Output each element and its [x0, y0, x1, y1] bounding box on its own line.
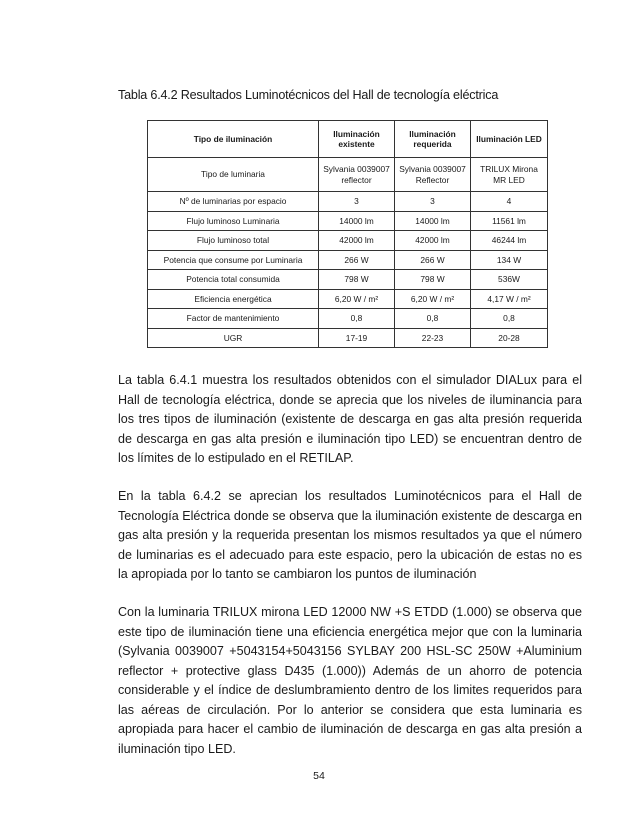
- table-row: [148, 309, 548, 329]
- table-cell: 6,20 W / m²: [319, 289, 395, 309]
- table-cell: 22-23: [395, 328, 471, 348]
- table-cell: TRILUX Mirona MR LED: [471, 158, 548, 192]
- table-cell: 0,8: [319, 309, 395, 329]
- table-cell: 4: [471, 192, 548, 212]
- table-cell: Sylvania 0039007 Reflector: [395, 158, 471, 192]
- table-cell: 3: [395, 192, 471, 212]
- table-row: [148, 192, 548, 212]
- paragraph: Con la luminaria TRILUX mirona LED 12000 NW +S ETDD (1.000) se observa que este tipo de iluminación tiene una eficiencia energética mejor que con la luminaria (Sylvania 0039007 +5043154+5043156 SYLBAY 200 HSL-SC 250W +Aluminium reflector + protective glass D435 (1.000)) Además de un ahorro de potencia considerable y el índice de deslumbramiento dentro de los limites requeridos para las aéreas de circulación. Por lo anterior se considera que esta luminaria es apropiada para hacer el cambio de iluminación de descarga en gas alta presión a iluminación tipo LED.: [118, 605, 582, 756]
- row-label: Potencia que consume por Luminaria: [148, 250, 319, 270]
- table-cell: 46244 lm: [471, 231, 548, 251]
- table-cell: 20-28: [471, 328, 548, 348]
- table-header-row: [148, 121, 548, 158]
- row-label: Flujo luminoso Luminaria: [148, 211, 319, 231]
- row-label: Tipo de luminaria: [148, 158, 319, 192]
- table-cell: 42000 lm: [395, 231, 471, 251]
- table-cell: 798 W: [319, 270, 395, 290]
- row-label: Factor de mantenimiento: [148, 309, 319, 329]
- table-cell: 266 W: [319, 250, 395, 270]
- page-number: 54: [313, 770, 325, 782]
- results-table: [147, 120, 548, 348]
- table-row: [148, 250, 548, 270]
- table-cell: 42000 lm: [319, 231, 395, 251]
- table-row: [148, 289, 548, 309]
- table-cell: Sylvania 0039007 reflector: [319, 158, 395, 192]
- header-cell: Iluminación LED: [471, 121, 548, 158]
- header-cell: Iluminación existente: [319, 121, 395, 158]
- header-cell: Iluminación requerida: [395, 121, 471, 158]
- table-cell: 11561 lm: [471, 211, 548, 231]
- row-label: Nº de luminarias por espacio: [148, 192, 319, 212]
- table-cell: 0,8: [471, 309, 548, 329]
- table-row: [148, 211, 548, 231]
- table-cell: 14000 lm: [319, 211, 395, 231]
- row-label: Potencia total consumida: [148, 270, 319, 290]
- table-cell: 17-19: [319, 328, 395, 348]
- row-label: Flujo luminoso total: [148, 231, 319, 251]
- table-cell: 798 W: [395, 270, 471, 290]
- table-row: [148, 158, 548, 192]
- row-label: UGR: [148, 328, 319, 348]
- table-cell: 0,8: [395, 309, 471, 329]
- paragraph: La tabla 6.4.1 muestra los resultados obtenidos con el simulador DIALux para el Hall de tecnología eléctrica, donde se aprecia que los niveles de iluminancia para los tres tipos de iluminación (existente de descarga en gas alta presión requerida de descarga en gas alta presión e iluminación tipo LED) se encuentran dentro de los límites de lo estipulado en el RETILAP.: [118, 373, 582, 465]
- table-caption: Tabla 6.4.2 Resultados Luminotécnicos del Hall de tecnología eléctrica: [118, 88, 499, 102]
- table-cell: 4,17 W / m²: [471, 289, 548, 309]
- table-cell: 266 W: [395, 250, 471, 270]
- table-cell: 134 W: [471, 250, 548, 270]
- table-row: [148, 231, 548, 251]
- table-cell: 536W: [471, 270, 548, 290]
- table-row: [148, 328, 548, 348]
- table-cell: 14000 lm: [395, 211, 471, 231]
- body-text: [118, 371, 582, 778]
- table-cell: 6,20 W / m²: [395, 289, 471, 309]
- table-row: [148, 270, 548, 290]
- table-cell: 3: [319, 192, 395, 212]
- row-label: Eficiencia energética: [148, 289, 319, 309]
- paragraph: En la tabla 6.4.2 se aprecian los resultados Luminotécnicos para el Hall de Tecnología Eléctrica donde se observa que la iluminación existente de descarga en gas alta presión y la requerida presentan los mismos resultados ya que el número de luminarias es el adecuado para este espacio, pero la ubicación de estas no es la apropiada por lo tanto se cambiaron los puntos de iluminación: [118, 489, 582, 581]
- header-cell: Tipo de iluminación: [148, 121, 319, 158]
